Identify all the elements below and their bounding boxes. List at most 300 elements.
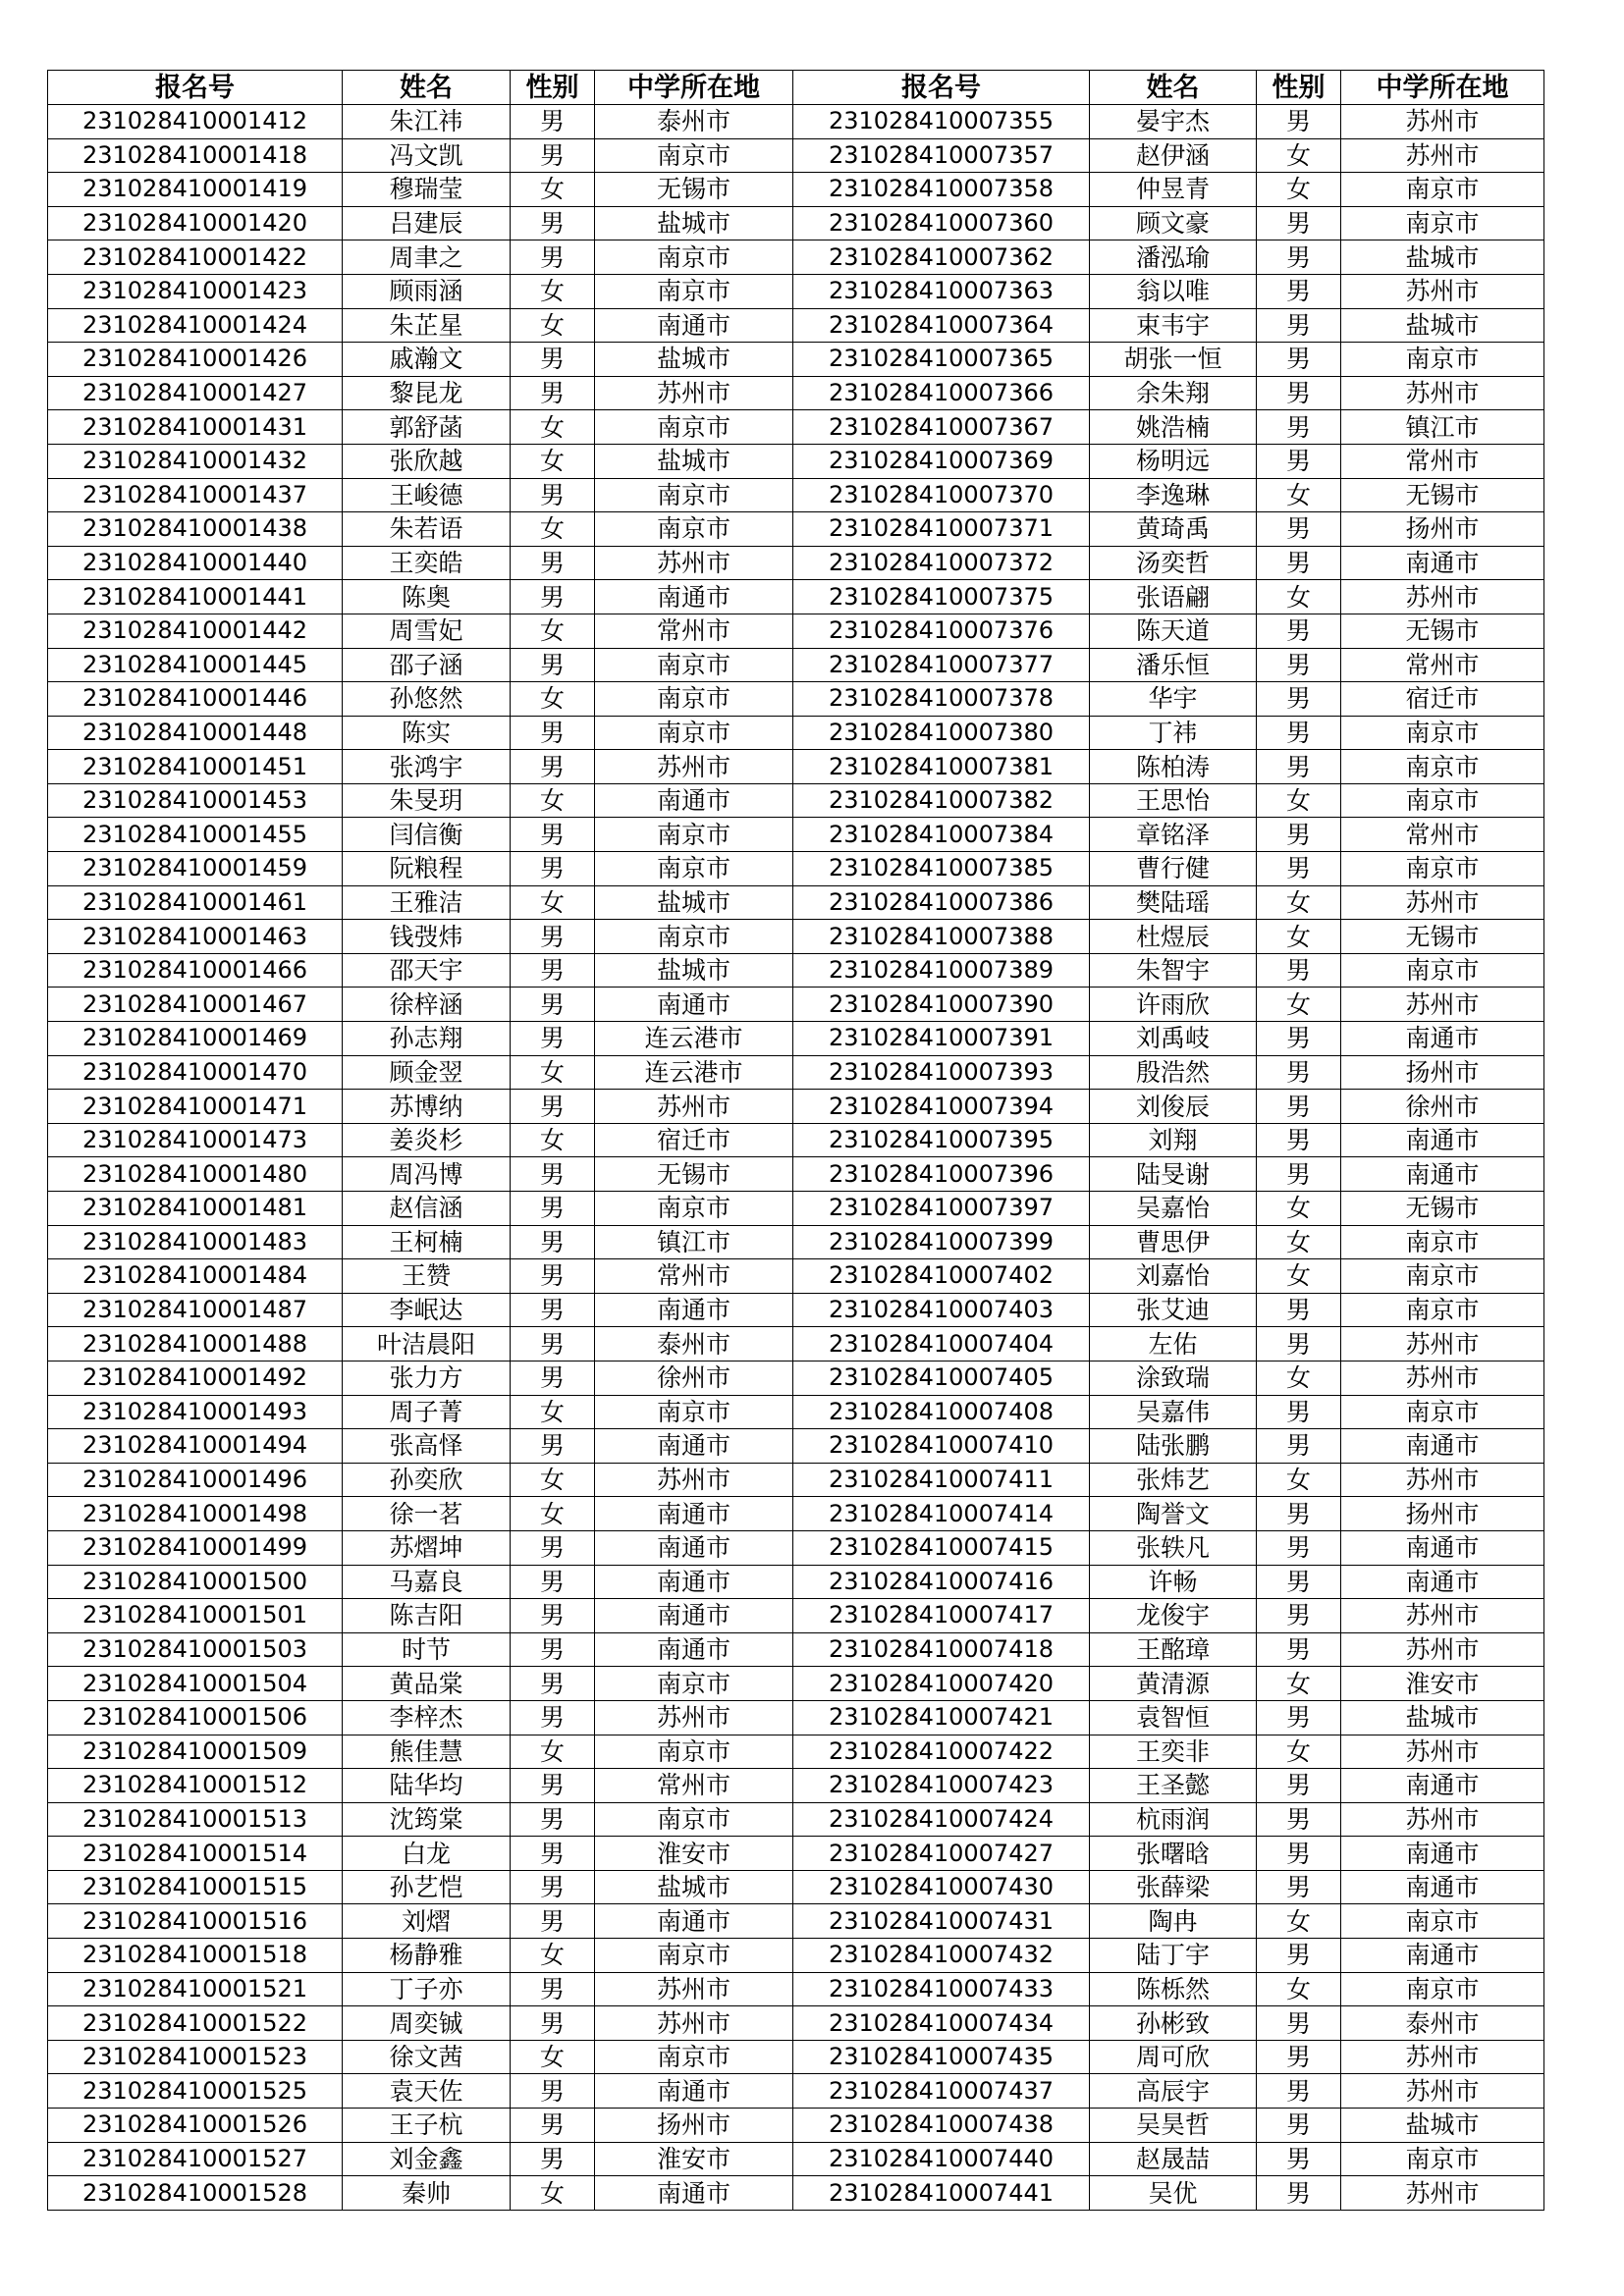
gender-cell: 女 — [511, 410, 595, 445]
gender-cell: 男 — [511, 648, 595, 682]
table-row — [48, 1395, 1544, 1429]
student-name-2-cell: 黄清源 — [1090, 1667, 1257, 1701]
student-name-2-cell: 殷浩然 — [1090, 1055, 1257, 1090]
gender-cell: 男 — [511, 1022, 595, 1056]
registration-number-2-cell: 231028410007355 — [793, 105, 1090, 139]
student-name-cell: 陈吉阳 — [343, 1599, 511, 1633]
registration-number-2-cell: 231028410007393 — [793, 1055, 1090, 1090]
student-name-2-cell: 杭雨润 — [1090, 1802, 1257, 1837]
school-location-cell: 泰州市 — [595, 1327, 793, 1362]
table-row — [48, 546, 1544, 580]
school-location-2-cell: 南京市 — [1341, 852, 1544, 886]
school-location-cell: 南通市 — [595, 1599, 793, 1633]
gender-2-cell: 男 — [1257, 614, 1341, 648]
registration-number-2-cell: 231028410007427 — [793, 1837, 1090, 1871]
student-name-2-cell: 赵晟喆 — [1090, 2142, 1257, 2176]
school-location-2-cell: 苏州市 — [1341, 1599, 1544, 1633]
student-name-2-cell: 张炜艺 — [1090, 1463, 1257, 1497]
registration-number-cell: 231028410001438 — [48, 512, 343, 547]
school-location-cell: 南京市 — [595, 1667, 793, 1701]
registration-number-cell: 231028410001492 — [48, 1361, 343, 1395]
gender-cell: 女 — [511, 1055, 595, 1090]
gender-cell: 男 — [511, 1327, 595, 1362]
registration-number-2-cell: 231028410007431 — [793, 1904, 1090, 1939]
student-name-2-cell: 姚浩楠 — [1090, 410, 1257, 445]
registration-number-2-cell: 231028410007422 — [793, 1735, 1090, 1769]
registration-number-cell: 231028410001470 — [48, 1055, 343, 1090]
table-row — [48, 138, 1544, 173]
registration-number-cell: 231028410001426 — [48, 343, 343, 377]
table-row — [48, 1972, 1544, 2006]
student-name-2-cell: 王思怡 — [1090, 783, 1257, 818]
school-location-cell: 南通市 — [595, 2074, 793, 2109]
student-name-cell: 丁子亦 — [343, 1972, 511, 2006]
student-name-cell: 戚瀚文 — [343, 343, 511, 377]
school-location-2-cell: 南通市 — [1341, 1157, 1544, 1192]
table-row — [48, 818, 1544, 852]
student-name-cell: 陈实 — [343, 716, 511, 750]
table-row — [48, 1022, 1544, 1056]
school-location-2-cell: 常州市 — [1341, 818, 1544, 852]
student-name-2-cell: 龙俊宇 — [1090, 1599, 1257, 1633]
gender-2-cell: 男 — [1257, 2109, 1341, 2143]
student-name-cell: 陆华均 — [343, 1769, 511, 1803]
student-name-cell: 邵天宇 — [343, 953, 511, 988]
school-location-cell: 无锡市 — [595, 1157, 793, 1192]
school-location-cell: 南京市 — [595, 1395, 793, 1429]
school-location-cell: 南通市 — [595, 308, 793, 343]
table-row — [48, 580, 1544, 614]
school-location-2-cell: 盐城市 — [1341, 2109, 1544, 2143]
table-row — [48, 1700, 1544, 1735]
school-location-2-cell: 南京市 — [1341, 1904, 1544, 1939]
table-row — [48, 1837, 1544, 1871]
registration-number-cell: 231028410001441 — [48, 580, 343, 614]
registration-number-cell: 231028410001515 — [48, 1870, 343, 1904]
student-name-2-cell: 高辰宇 — [1090, 2074, 1257, 2109]
school-location-cell: 盐城市 — [595, 206, 793, 240]
gender-2-cell: 男 — [1257, 1429, 1341, 1464]
gender-cell: 男 — [511, 1090, 595, 1124]
school-location-2-cell: 苏州市 — [1341, 1632, 1544, 1667]
student-name-2-cell: 吴昊哲 — [1090, 2109, 1257, 2143]
registration-number-cell: 231028410001423 — [48, 274, 343, 308]
table-row — [48, 274, 1544, 308]
gender-2-cell: 男 — [1257, 1939, 1341, 1973]
gender-cell: 男 — [511, 988, 595, 1022]
student-name-2-cell: 刘嘉怡 — [1090, 1259, 1257, 1294]
registration-number-cell: 231028410001418 — [48, 138, 343, 173]
school-location-cell: 南通市 — [595, 1497, 793, 1531]
registration-number-cell: 231028410001496 — [48, 1463, 343, 1497]
school-location-cell: 南京市 — [595, 138, 793, 173]
table-row — [48, 648, 1544, 682]
registration-number-2-cell: 231028410007390 — [793, 988, 1090, 1022]
gender-cell: 男 — [511, 546, 595, 580]
table-row — [48, 1802, 1544, 1837]
school-location-2-cell: 无锡市 — [1341, 920, 1544, 954]
school-location-2-cell: 南京市 — [1341, 1293, 1544, 1327]
gender-cell: 女 — [511, 1939, 595, 1973]
gender-2-cell: 男 — [1257, 206, 1341, 240]
student-name-cell: 朱旻玥 — [343, 783, 511, 818]
registration-number-2-cell: 231028410007360 — [793, 206, 1090, 240]
school-location-cell: 南通市 — [595, 1530, 793, 1565]
registration-number-2-cell: 231028410007391 — [793, 1022, 1090, 1056]
gender-cell: 女 — [511, 1123, 595, 1157]
registration-number-cell: 231028410001422 — [48, 240, 343, 275]
registration-number-2-cell: 231028410007397 — [793, 1192, 1090, 1226]
student-name-cell: 钱弢炜 — [343, 920, 511, 954]
table-row — [48, 682, 1544, 717]
table-row — [48, 1599, 1544, 1633]
student-name-cell: 苏熠坤 — [343, 1530, 511, 1565]
registration-number-2-cell: 231028410007369 — [793, 444, 1090, 478]
school-location-cell: 南京市 — [595, 682, 793, 717]
gender-cell: 女 — [511, 2176, 595, 2211]
student-name-2-cell: 潘乐恒 — [1090, 648, 1257, 682]
school-location-2-cell: 镇江市 — [1341, 410, 1544, 445]
school-location-cell: 南通市 — [595, 1904, 793, 1939]
table-row — [48, 614, 1544, 648]
gender-2-cell: 男 — [1257, 953, 1341, 988]
student-name-2-cell: 刘翔 — [1090, 1123, 1257, 1157]
registration-number-2-cell: 231028410007416 — [793, 1565, 1090, 1599]
school-location-cell: 盐城市 — [595, 343, 793, 377]
student-name-2-cell: 陆张鹏 — [1090, 1429, 1257, 1464]
school-location-2-cell: 南京市 — [1341, 716, 1544, 750]
gender-2-cell: 男 — [1257, 852, 1341, 886]
gender-2-cell: 女 — [1257, 1972, 1341, 2006]
gender-2-cell: 男 — [1257, 343, 1341, 377]
gender-cell: 女 — [511, 173, 595, 207]
student-name-cell: 叶洁晨阳 — [343, 1327, 511, 1362]
registration-number-cell: 231028410001448 — [48, 716, 343, 750]
gender-2-cell: 男 — [1257, 1497, 1341, 1531]
table-row — [48, 376, 1544, 410]
school-location-cell: 淮安市 — [595, 2142, 793, 2176]
gender-2-cell: 男 — [1257, 1769, 1341, 1803]
gender-cell: 男 — [511, 1904, 595, 1939]
table-row — [48, 1157, 1544, 1192]
school-location-2-cell: 苏州市 — [1341, 274, 1544, 308]
student-name-2-cell: 陶冉 — [1090, 1904, 1257, 1939]
school-location-2-cell: 南京市 — [1341, 783, 1544, 818]
gender-cell: 男 — [511, 138, 595, 173]
school-location-cell: 南京市 — [595, 240, 793, 275]
gender-cell: 男 — [511, 206, 595, 240]
gender-cell: 男 — [511, 852, 595, 886]
registration-number-2-cell: 231028410007432 — [793, 1939, 1090, 1973]
registration-number-2-cell: 231028410007378 — [793, 682, 1090, 717]
gender-cell: 男 — [511, 240, 595, 275]
gender-cell: 女 — [511, 614, 595, 648]
registration-number-cell: 231028410001527 — [48, 2142, 343, 2176]
school-location-cell: 南京市 — [595, 2040, 793, 2074]
registration-number-2-cell: 231028410007384 — [793, 818, 1090, 852]
school-location-cell: 扬州市 — [595, 2109, 793, 2143]
gender-cell: 男 — [511, 2006, 595, 2041]
table-row — [48, 1293, 1544, 1327]
registration-number-cell: 231028410001451 — [48, 750, 343, 784]
student-name-cell: 穆瑞莹 — [343, 173, 511, 207]
student-name-cell: 刘金鑫 — [343, 2142, 511, 2176]
registration-number-2-cell: 231028410007372 — [793, 546, 1090, 580]
gender-2-cell: 男 — [1257, 750, 1341, 784]
gender-cell: 男 — [511, 1769, 595, 1803]
student-name-2-cell: 陈天道 — [1090, 614, 1257, 648]
gender-2-cell: 男 — [1257, 1090, 1341, 1124]
table-row — [48, 783, 1544, 818]
gender-cell: 男 — [511, 1599, 595, 1633]
gender-cell: 女 — [511, 444, 595, 478]
registration-number-2-cell: 231028410007396 — [793, 1157, 1090, 1192]
registration-number-2-cell: 231028410007377 — [793, 648, 1090, 682]
gender-2-cell: 男 — [1257, 1599, 1341, 1633]
school-location-2-cell: 苏州市 — [1341, 580, 1544, 614]
student-name-2-cell: 吴嘉怡 — [1090, 1192, 1257, 1226]
school-location-cell: 盐城市 — [595, 444, 793, 478]
gender-cell: 男 — [511, 1429, 595, 1464]
school-location-cell: 南京市 — [595, 478, 793, 512]
gender-2-cell: 男 — [1257, 1565, 1341, 1599]
gender-2-cell: 男 — [1257, 444, 1341, 478]
school-location-cell: 南通市 — [595, 1632, 793, 1667]
registration-number-2-cell: 231028410007399 — [793, 1225, 1090, 1259]
student-name-2-cell: 黄琦禹 — [1090, 512, 1257, 547]
registration-number-cell: 231028410001504 — [48, 1667, 343, 1701]
student-name-2-cell: 潘泓瑜 — [1090, 240, 1257, 275]
registration-number-cell: 231028410001514 — [48, 1837, 343, 1871]
school-location-cell: 南京市 — [595, 1735, 793, 1769]
school-location-cell: 常州市 — [595, 614, 793, 648]
school-location-cell: 南京市 — [595, 920, 793, 954]
student-name-cell: 熊佳慧 — [343, 1735, 511, 1769]
school-location-cell: 南通市 — [595, 783, 793, 818]
gender-cell: 女 — [511, 1735, 595, 1769]
student-name-2-cell: 余朱翔 — [1090, 376, 1257, 410]
registration-number-cell: 231028410001526 — [48, 2109, 343, 2143]
table-row — [48, 1632, 1544, 1667]
registration-number-2-cell: 231028410007403 — [793, 1293, 1090, 1327]
student-name-cell: 阮粮程 — [343, 852, 511, 886]
school-location-2-cell: 南京市 — [1341, 953, 1544, 988]
registration-number-cell: 231028410001481 — [48, 1192, 343, 1226]
gender-2-cell: 男 — [1257, 1700, 1341, 1735]
table-row — [48, 512, 1544, 547]
student-name-2-cell: 吴嘉伟 — [1090, 1395, 1257, 1429]
student-name-cell: 李岷达 — [343, 1293, 511, 1327]
student-name-2-cell: 陆旻谢 — [1090, 1157, 1257, 1192]
table-row — [48, 410, 1544, 445]
student-name-2-cell: 杨明远 — [1090, 444, 1257, 478]
school-location-2-cell: 泰州市 — [1341, 2006, 1544, 2041]
registration-number-2-cell: 231028410007414 — [793, 1497, 1090, 1531]
student-name-2-cell: 束韦宇 — [1090, 308, 1257, 343]
student-name-2-cell: 陈柏涛 — [1090, 750, 1257, 784]
student-name-2-cell: 李逸琳 — [1090, 478, 1257, 512]
registration-number-2-cell: 231028410007375 — [793, 580, 1090, 614]
registration-number-cell: 231028410001503 — [48, 1632, 343, 1667]
registration-number-cell: 231028410001469 — [48, 1022, 343, 1056]
registration-number-cell: 231028410001487 — [48, 1293, 343, 1327]
gender-2-cell: 男 — [1257, 2142, 1341, 2176]
registration-number-2-cell: 231028410007358 — [793, 173, 1090, 207]
registration-number-2-cell: 231028410007417 — [793, 1599, 1090, 1633]
student-name-cell: 孙悠然 — [343, 682, 511, 717]
gender-cell: 男 — [511, 478, 595, 512]
registration-number-cell: 231028410001446 — [48, 682, 343, 717]
gender-2-cell: 女 — [1257, 1667, 1341, 1701]
gender-2-cell: 男 — [1257, 1632, 1341, 1667]
school-location-cell: 苏州市 — [595, 1090, 793, 1124]
gender-2-cell: 女 — [1257, 1192, 1341, 1226]
table-row — [48, 1259, 1544, 1294]
gender-cell: 女 — [511, 2040, 595, 2074]
gender-2-cell: 男 — [1257, 1022, 1341, 1056]
student-name-cell: 徐文茜 — [343, 2040, 511, 2074]
school-location-2-cell: 南京市 — [1341, 1972, 1544, 2006]
registration-number-cell: 231028410001509 — [48, 1735, 343, 1769]
table-row — [48, 2109, 1544, 2143]
school-location-2-cell: 南通市 — [1341, 1123, 1544, 1157]
gender-2-cell: 女 — [1257, 885, 1341, 920]
student-name-cell: 苏博纳 — [343, 1090, 511, 1124]
registration-number-cell: 231028410001501 — [48, 1599, 343, 1633]
registration-number-2-cell: 231028410007430 — [793, 1870, 1090, 1904]
registration-number-cell: 231028410001500 — [48, 1565, 343, 1599]
registration-number-2-cell: 231028410007441 — [793, 2176, 1090, 2211]
student-name-2-cell: 陶誉文 — [1090, 1497, 1257, 1531]
student-name-cell: 朱江祎 — [343, 105, 511, 139]
school-location-cell: 常州市 — [595, 1769, 793, 1803]
registration-number-2-cell: 231028410007421 — [793, 1700, 1090, 1735]
table-row — [48, 2074, 1544, 2109]
registration-number-2-cell: 231028410007435 — [793, 2040, 1090, 2074]
school-location-2-cell: 南京市 — [1341, 2142, 1544, 2176]
gender-2-cell: 男 — [1257, 274, 1341, 308]
registration-number-2-cell: 231028410007357 — [793, 138, 1090, 173]
registration-number-cell: 231028410001506 — [48, 1700, 343, 1735]
school-location-cell: 南京市 — [595, 1802, 793, 1837]
registration-number-2-cell: 231028410007418 — [793, 1632, 1090, 1667]
gender-2-cell: 男 — [1257, 546, 1341, 580]
school-location-cell: 连云港市 — [595, 1055, 793, 1090]
school-location-cell: 南京市 — [595, 852, 793, 886]
table-row — [48, 240, 1544, 275]
school-location-cell: 南通市 — [595, 1293, 793, 1327]
table-row — [48, 1055, 1544, 1090]
student-name-2-cell: 袁智恒 — [1090, 1700, 1257, 1735]
student-name-cell: 顾雨涵 — [343, 274, 511, 308]
gender-2-cell: 女 — [1257, 1735, 1341, 1769]
table-row — [48, 2040, 1544, 2074]
school-location-2-cell: 盐城市 — [1341, 1700, 1544, 1735]
school-location-2-cell: 苏州市 — [1341, 138, 1544, 173]
header-gender-2: 性别 — [1257, 71, 1341, 105]
gender-cell: 男 — [511, 580, 595, 614]
student-name-cell: 张力方 — [343, 1361, 511, 1395]
gender-2-cell: 男 — [1257, 2074, 1341, 2109]
registration-number-cell: 231028410001442 — [48, 614, 343, 648]
gender-cell: 男 — [511, 105, 595, 139]
student-name-cell: 白龙 — [343, 1837, 511, 1871]
school-location-cell: 徐州市 — [595, 1361, 793, 1395]
registration-number-2-cell: 231028410007433 — [793, 1972, 1090, 2006]
gender-2-cell: 女 — [1257, 478, 1341, 512]
gender-2-cell: 男 — [1257, 2040, 1341, 2074]
school-location-2-cell: 南通市 — [1341, 546, 1544, 580]
registration-number-cell: 231028410001432 — [48, 444, 343, 478]
student-name-cell: 杨静雅 — [343, 1939, 511, 1973]
registration-number-cell: 231028410001466 — [48, 953, 343, 988]
school-location-cell: 淮安市 — [595, 1837, 793, 1871]
table-row — [48, 885, 1544, 920]
gender-cell: 女 — [511, 1497, 595, 1531]
school-location-2-cell: 苏州市 — [1341, 988, 1544, 1022]
school-location-2-cell: 南通市 — [1341, 1769, 1544, 1803]
registration-number-cell: 231028410001513 — [48, 1802, 343, 1837]
student-name-2-cell: 周可欣 — [1090, 2040, 1257, 2074]
student-name-2-cell: 吴优 — [1090, 2176, 1257, 2211]
gender-cell: 男 — [511, 1565, 595, 1599]
school-location-2-cell: 苏州市 — [1341, 2176, 1544, 2211]
registration-number-2-cell: 231028410007365 — [793, 343, 1090, 377]
student-name-cell: 郭舒菡 — [343, 410, 511, 445]
gender-cell: 女 — [511, 885, 595, 920]
student-name-2-cell: 张薛梁 — [1090, 1870, 1257, 1904]
table-row — [48, 2176, 1544, 2211]
gender-cell: 男 — [511, 1225, 595, 1259]
registration-number-cell: 231028410001528 — [48, 2176, 343, 2211]
registration-number-cell: 231028410001440 — [48, 546, 343, 580]
registration-number-2-cell: 231028410007370 — [793, 478, 1090, 512]
gender-cell: 男 — [511, 1632, 595, 1667]
table-row — [48, 750, 1544, 784]
gender-cell: 女 — [511, 308, 595, 343]
registration-number-cell: 231028410001516 — [48, 1904, 343, 1939]
student-name-cell: 袁天佐 — [343, 2074, 511, 2109]
registration-number-cell: 231028410001521 — [48, 1972, 343, 2006]
school-location-2-cell: 苏州市 — [1341, 2074, 1544, 2109]
gender-2-cell: 男 — [1257, 376, 1341, 410]
registration-number-cell: 231028410001459 — [48, 852, 343, 886]
school-location-2-cell: 苏州市 — [1341, 105, 1544, 139]
gender-cell: 男 — [511, 1361, 595, 1395]
gender-2-cell: 男 — [1257, 1802, 1341, 1837]
registration-number-cell: 231028410001488 — [48, 1327, 343, 1362]
school-location-cell: 南京市 — [595, 818, 793, 852]
student-name-2-cell: 胡张一恒 — [1090, 343, 1257, 377]
table-row — [48, 2006, 1544, 2041]
gender-2-cell: 男 — [1257, 1395, 1341, 1429]
gender-2-cell: 女 — [1257, 920, 1341, 954]
school-location-2-cell: 南通市 — [1341, 1837, 1544, 1871]
registration-number-cell: 231028410001499 — [48, 1530, 343, 1565]
registration-number-2-cell: 231028410007410 — [793, 1429, 1090, 1464]
gender-cell: 男 — [511, 376, 595, 410]
gender-cell: 女 — [511, 1463, 595, 1497]
student-name-cell: 王雅洁 — [343, 885, 511, 920]
gender-2-cell: 男 — [1257, 308, 1341, 343]
student-name-cell: 时节 — [343, 1632, 511, 1667]
gender-cell: 男 — [511, 920, 595, 954]
school-location-cell: 苏州市 — [595, 2006, 793, 2041]
gender-cell: 男 — [511, 750, 595, 784]
student-name-2-cell: 左佑 — [1090, 1327, 1257, 1362]
school-location-2-cell: 南京市 — [1341, 173, 1544, 207]
registration-number-2-cell: 231028410007388 — [793, 920, 1090, 954]
